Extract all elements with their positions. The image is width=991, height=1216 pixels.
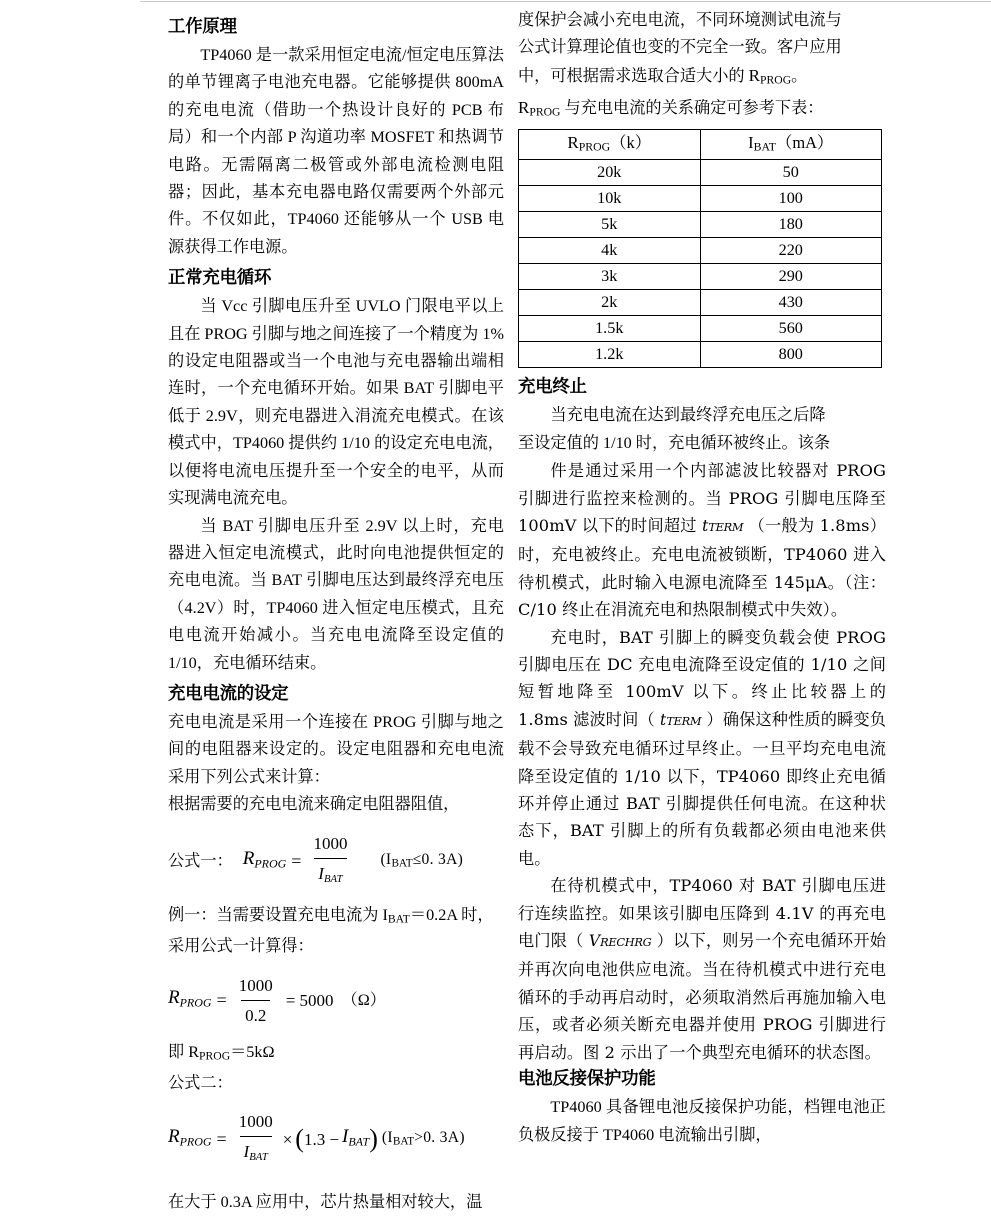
paragraph-transient-load: 充电时，BAT 引脚上的瞬变负载会使 PROG 引脚电压在 DC 充电电流降至设定值的 1/10 之间短暂地降至 100mV 以下。终止比较器上的 1.8ms 滤波时间（ tTERM ）确保这种性质的瞬变负载不会导致充电循环过早终止。一旦平均充电电流降至设定值的 1/10 以下，TP4060 即终止充电循环并停止通过 BAT 引脚提供任何电流。在这种状态下，BAT 引脚上的所有负载都必须由电池来供电。 xyxy=(518,627,886,868)
cell-ibat: 220 xyxy=(700,238,882,264)
formula-one-equals: = xyxy=(291,850,302,871)
formula-three-label: 公式二： xyxy=(168,1073,233,1092)
cell-rprog: 1.2k xyxy=(519,342,701,368)
example-one-line-1: 例一：当需要设置充电电流为 $I_{BAT}=0.2A$ 时， xyxy=(168,906,494,926)
example-one-result: 即 $R_{PROG}=5k\Omega$ xyxy=(168,1042,275,1063)
formula-three-condition: ($I_{BAT}>0$. 3A) xyxy=(381,1128,465,1148)
table-row xyxy=(519,264,882,290)
formula-three-group-b: IBAT xyxy=(342,1126,370,1149)
right-column xyxy=(518,0,886,1149)
paragraph-thermal-note-cont-a: 度保护会减小充电电流，不同环境测试电流与 xyxy=(518,11,842,29)
table-header-ibat: $I_{BAT}(mA)$ xyxy=(700,129,882,160)
section-heading-normal-charge-cycle: 正常充电循环 xyxy=(168,268,272,289)
formula-three-multiply: × xyxy=(282,1130,293,1150)
section-heading-working-principle: 工作原理 xyxy=(168,17,237,37)
table-row xyxy=(519,160,882,186)
cell-rprog: 4k xyxy=(519,238,701,264)
cell-rprog: 2k xyxy=(519,290,701,316)
cell-ibat: 50 xyxy=(700,160,882,186)
variable-v-rechrg: VRECHRG xyxy=(588,932,652,951)
formula-two-lhs: RPROG xyxy=(168,987,212,1010)
paragraph-thermal-note-start: 在大于 0.3A 应用中，芯片热量相对较大，温 xyxy=(168,1192,483,1211)
paragraph-termination-detail: 件是通过采用一个内部滤波比较器对 PROG 引脚进行监控来检测的。当 PROG 引脚电压降至 100mV 以下的时间超过 tTERM （一般为 1.8ms）时，充电被终止。充电电流被锁断，TP4060 进入待机模式，此时输入电源电流降至 145μA。（注：C/10 终止在涓流充电和热限制模式中失效）。 xyxy=(518,461,886,620)
table-row xyxy=(519,212,882,238)
paragraph-termination-line-1: 当充电电流在达到最终浮充电压之后降 xyxy=(550,406,826,425)
section-heading-reverse-battery-protection: 电池反接保护功能 xyxy=(518,1069,656,1090)
formula-three-numerator: 1000 xyxy=(238,1111,273,1131)
paragraph-standby-recharge: 在待机模式中，TP4060 对 BAT 引脚电压进行连续监控。如果该引脚电压降到 4.1V 的再充电电门限（ VRECHRG ）以下，则另一个充电循环开始并再次向电池供应电流。当在待机模式中进行充电循环的手动再启动时，必须取消然后再施加输入电压，或者必须关断充电器并使用 PROG 引脚进行再启动。图 2 示出了一个典型充电循环的状态图。 xyxy=(518,876,886,1062)
paragraph-termination-line-2: 至设定值的 1/10 时，充电循环被终止。该条 xyxy=(518,433,831,452)
formula-two-unit: （Ω） xyxy=(341,990,386,1009)
formula-three xyxy=(168,1108,504,1172)
left-column xyxy=(168,0,504,1216)
formula-one-denominator: IBAT xyxy=(314,858,346,893)
paragraph-thermal-note-cont-b: 公式计算理论值也变的不完全一致。客户应用 xyxy=(518,38,842,57)
paragraph-constant-current-mode: 当 BAT 引脚电压升至 2.9V 以上时，充电器进入恒定电流模式，此时向电池提供恒定的充电电流。当 BAT 引脚电压达到最终浮充电压（4.2V）时，TP4060 进入恒定电压模式，且充电电流开始减小。当充电电流降至设定值的 1/10，充电循环结束。 xyxy=(168,516,504,672)
cell-rprog: 5k xyxy=(519,212,701,238)
formula-three-paren-close: ) xyxy=(369,1124,378,1154)
paragraph-charge-cycle-start: 当 Vcc 引脚电压升至 UVLO 门限电平以上且在 PROG 引脚与地之间连接了一个精度为 1%的设定电阻器或当一个电池与充电器输出端相连时，一个充电循环开始。如果 BAT 引脚电平低于 2.9V，则充电器进入涓流充电模式。在该模式中，TP4060 提供约 1/10 的设定充电电流，以便将电流电压提升至一个安全的电平，从而实现满电流充电。 xyxy=(168,297,504,508)
formula-three-fraction xyxy=(235,1108,277,1172)
cell-ibat: 290 xyxy=(700,264,882,290)
table-row xyxy=(519,316,882,342)
formula-one-numerator: 1000 xyxy=(313,833,348,853)
formula-three-equals: = xyxy=(216,1129,227,1150)
paragraph-determine-resistance: 根据需要的充电电流来确定电阻器阻值， xyxy=(168,795,460,814)
cell-ibat: 180 xyxy=(700,212,882,238)
formula-two-example xyxy=(168,972,504,1030)
formula-two-equals: = xyxy=(216,989,227,1010)
formula-one-fraction xyxy=(309,830,351,894)
paragraph-reverse-protection: TP4060 具备锂电池反接保护功能，档锂电池正负极反接于 TP4060 电流输出引脚， xyxy=(518,1098,886,1144)
section-heading-charge-termination: 充电终止 xyxy=(518,377,587,398)
paragraph-overview: TP4060 是一款采用恒定电流/恒定电压算法的单节锂离子电池充电器。它能够提供 800mA 的充电电流（借助一个热设计良好的 PCB 布局）和一个内部 P 沟道功率 MOSFET 和热调节电路。无需隔离二极管或外部电流检测电阻器；因此，基本充电器电路仅需要两个外部元件。不仅如此，TP4060 还能够从一个 USB 电源获得工作电源。 xyxy=(168,46,504,256)
formula-one-label: 公式一： xyxy=(168,851,233,870)
table-row xyxy=(519,290,882,316)
formula-three-paren-open: ( xyxy=(295,1124,304,1154)
paragraph-thermal-note-cont-c: 中，可根据需求选取合适大小的 $R_{PROG}$。 xyxy=(518,65,808,87)
formula-two-numerator: 1000 xyxy=(238,975,273,995)
table-row xyxy=(519,238,882,264)
formula-two-denominator: 0.2 xyxy=(241,1000,270,1029)
section-heading-charge-current-setting: 充电电流的设定 xyxy=(168,683,289,704)
formula-one-lhs: RPROG xyxy=(242,848,287,871)
cell-rprog: 20k xyxy=(519,160,701,186)
formula-three-group-a: 1.3 − xyxy=(303,1130,340,1150)
table-caption: $R_{PROG}$ 与充电电流的关系确定可参考下表： xyxy=(518,97,824,119)
cell-ibat: 560 xyxy=(700,316,882,342)
cell-rprog: 3k xyxy=(519,264,701,290)
formula-one-condition: ($I_{BAT}\le 0$. 3A) xyxy=(380,850,464,869)
variable-t-term-2: tTERM xyxy=(660,710,702,729)
formula-three-denominator: IBAT xyxy=(240,1136,272,1171)
variable-t-term: tTERM xyxy=(702,516,744,535)
formula-two-result: = 5000 xyxy=(285,990,334,1010)
formula-three-lhs: RPROG xyxy=(168,1126,212,1149)
table-header-row xyxy=(519,129,882,160)
formula-two-fraction xyxy=(235,972,277,1030)
table-header-rprog: $R_{PROG}(k)$ xyxy=(519,129,701,160)
cell-ibat: 430 xyxy=(700,290,882,316)
cell-rprog: 1.5k xyxy=(519,316,701,342)
formula-one xyxy=(168,830,504,894)
paragraph-prog-resistor: 充电电流是采用一个连接在 PROG 引脚与地之间的电阻器来设定的。设定电阻器和充电电流采用下列公式来计算： xyxy=(168,712,504,786)
table-row xyxy=(519,342,882,368)
cell-ibat: 800 xyxy=(700,342,882,368)
cell-rprog: 10k xyxy=(519,186,701,212)
rprog-ibat-table xyxy=(518,129,882,369)
example-one-line-2: 采用公式一计算得： xyxy=(168,937,314,956)
cell-ibat: 100 xyxy=(700,186,882,212)
table-row xyxy=(519,186,882,212)
